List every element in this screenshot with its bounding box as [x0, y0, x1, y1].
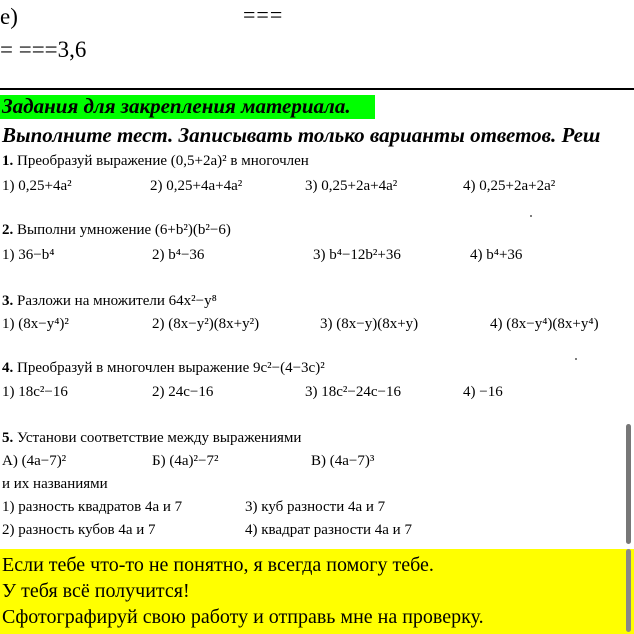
- divider: [0, 88, 634, 90]
- q2-option-3: 3) b⁴−12b²+36: [313, 247, 401, 263]
- question-text: Выполни умножение (6+b²)(b²−6): [17, 222, 231, 238]
- footer-line-1: Если тебе что-то не понятно, я всегда помогу тебе.: [2, 554, 434, 576]
- footer-line-2: У тебя всё получится!: [2, 580, 190, 602]
- q5-expression-a: А) (4a−7)²: [2, 453, 67, 469]
- q3-option-4: 4) (8x−y⁴)(8x+y⁴): [490, 316, 599, 332]
- q1-option-3: 3) 0,25+2a+4a²: [305, 178, 398, 194]
- footer-line-3: Сфотографируй свою работу и отправь мне на проверку.: [2, 606, 484, 628]
- question-text: Преобразуй выражение (0,5+2a)² в многочлен: [17, 153, 309, 169]
- scrollbar-lower[interactable]: [626, 549, 631, 632]
- q3-option-3: 3) (8x−y)(8x+y): [320, 316, 419, 332]
- question-text: Разложи на множители 64x²−y⁸: [17, 293, 217, 309]
- q5-name-2: 2) разность кубов 4a и 7: [2, 522, 156, 538]
- q5-name-3: 3) куб разности 4a и 7: [245, 499, 386, 515]
- q2-option-2: 2) b⁴−36: [152, 247, 205, 263]
- speck: [530, 215, 532, 217]
- q4-option-1: 1) 18c²−16: [2, 384, 68, 400]
- q2-option-1: 1) 36−b⁴: [2, 247, 55, 263]
- question-text: Преобразуй в многочлен выражение 9c²−(4−3c)²: [17, 360, 325, 376]
- q5-names-title: и их названиями: [2, 476, 108, 492]
- top-fragment-label: е): [0, 4, 18, 29]
- q1-option-2: 2) 0,25+4a+4a²: [150, 178, 243, 194]
- q4-option-3: 3) 18c²−24c−16: [305, 384, 401, 400]
- q4-option-4: 4) −16: [463, 384, 503, 400]
- question-4: [2, 360, 325, 377]
- question-text: Установи соответствие между выражениями: [17, 430, 302, 446]
- q4-option-2: 2) 24c−16: [152, 384, 214, 400]
- question-1: [2, 153, 309, 170]
- question-2: [2, 222, 231, 239]
- instruction-text: Выполните тест. Записывать только варианты ответов. Реш: [2, 123, 601, 147]
- q5-name-4: 4) квадрат разности 4a и 7: [245, 522, 412, 538]
- question-number: 3.: [2, 293, 14, 309]
- q1-option-4: 4) 0,25+2a+2a²: [463, 178, 556, 194]
- q2-option-4: 4) b⁴+36: [470, 247, 523, 263]
- section-title: Задания для закрепления материала.: [2, 94, 351, 118]
- q1-option-1: 1) 0,25+4a²: [2, 178, 72, 194]
- q5-expression-b: Б) (4a)²−7²: [152, 453, 219, 469]
- question-number: 4.: [2, 360, 14, 376]
- q3-option-2: 2) (8x−y²)(8x+y²): [152, 316, 260, 332]
- q5-expression-c: В) (4a−7)³: [311, 453, 375, 469]
- top-fragment-result: = ===3,6: [0, 37, 87, 62]
- scrollbar[interactable]: [626, 424, 631, 544]
- top-fragment-equals: ===: [243, 2, 284, 27]
- speck: [575, 358, 577, 360]
- q5-name-1: 1) разность квадратов 4a и 7: [2, 499, 183, 515]
- q3-option-1: 1) (8x−y⁴)²: [2, 316, 69, 332]
- question-number: 2.: [2, 222, 14, 238]
- question-number: 1.: [2, 153, 14, 169]
- question-5: [2, 430, 301, 447]
- question-number: 5.: [2, 430, 14, 446]
- question-3: [2, 293, 217, 310]
